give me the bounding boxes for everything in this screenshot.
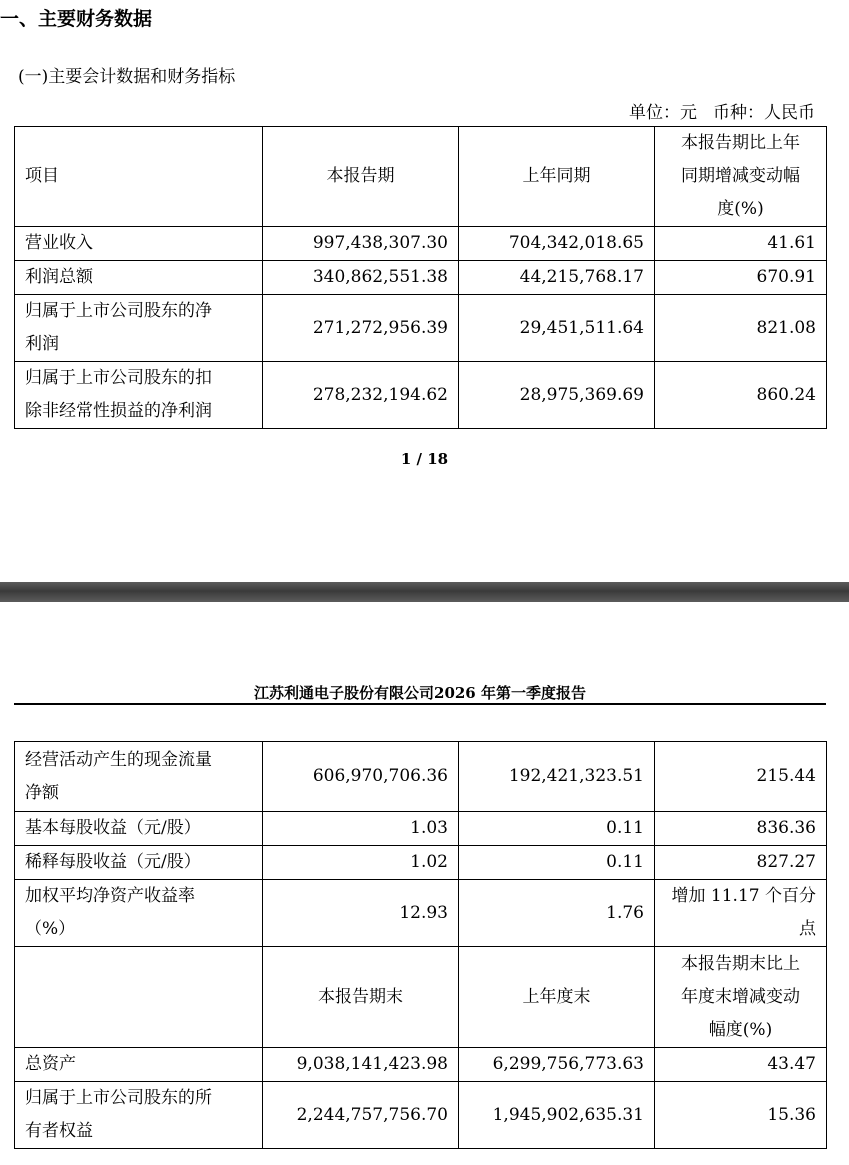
table-subheader-row [15, 947, 827, 1048]
row-change: 821.08 [655, 295, 827, 362]
unit-label: 单位：元 [629, 103, 697, 123]
table-row [15, 1082, 827, 1149]
report-header: 江苏利通电子股份有限公司2026 年第一季度报告 [254, 684, 586, 702]
row-change: 41.61 [655, 227, 827, 261]
financial-table-1 [14, 126, 827, 429]
row-item: 营业收入 [15, 227, 263, 261]
row-current: 997,438,307.30 [263, 227, 459, 261]
table-row [15, 227, 827, 261]
subheader-item [15, 947, 263, 1048]
row-prior: 28,975,369.69 [459, 362, 655, 429]
row-item: 归属于上市公司股东的扣 除非经常性损益的净利润 [15, 362, 263, 429]
header-prior: 上年同期 [459, 127, 655, 227]
row-item: 归属于上市公司股东的净 利润 [15, 295, 263, 362]
subheader-change: 本报告期末比上 年度末增减变动 幅度(%) [655, 947, 827, 1048]
row-prior: 6,299,756,773.63 [459, 1048, 655, 1082]
unit-line [629, 98, 815, 123]
row-item: 经营活动产生的现金流量 净额 [15, 742, 263, 812]
row-prior: 704,342,018.65 [459, 227, 655, 261]
header-rule [14, 703, 826, 705]
table-header-row [15, 127, 827, 227]
row-current: 9,038,141,423.98 [263, 1048, 459, 1082]
row-change: 670.91 [655, 261, 827, 295]
table-row [15, 880, 827, 947]
row-current: 1.02 [263, 846, 459, 880]
row-item: 总资产 [15, 1048, 263, 1082]
table-row [15, 742, 827, 812]
row-prior: 0.11 [459, 812, 655, 846]
row-prior: 29,451,511.64 [459, 295, 655, 362]
row-change: 15.36 [655, 1082, 827, 1149]
table-row [15, 295, 827, 362]
table-row [15, 261, 827, 295]
row-current: 278,232,194.62 [263, 362, 459, 429]
header-current: 本报告期 [263, 127, 459, 227]
row-change: 增加 11.17 个百分 点 [655, 880, 827, 947]
subheader-prior: 上年度末 [459, 947, 655, 1048]
financial-table-2 [14, 741, 827, 1149]
table-row [15, 812, 827, 846]
row-prior: 1.76 [459, 880, 655, 947]
row-prior: 192,421,323.51 [459, 742, 655, 812]
row-current: 606,970,706.36 [263, 742, 459, 812]
row-change: 827.27 [655, 846, 827, 880]
page-divider [0, 582, 849, 602]
row-current: 1.03 [263, 812, 459, 846]
row-prior: 44,215,768.17 [459, 261, 655, 295]
table-row [15, 846, 827, 880]
section-title: 一、主要财务数据 [0, 8, 153, 30]
row-item: 基本每股收益（元/股） [15, 812, 263, 846]
row-prior: 1,945,902,635.31 [459, 1082, 655, 1149]
row-current: 2,244,757,756.70 [263, 1082, 459, 1149]
row-current: 271,272,956.39 [263, 295, 459, 362]
row-change: 43.47 [655, 1048, 827, 1082]
row-item: 利润总额 [15, 261, 263, 295]
row-item: 加权平均净资产收益率 （%） [15, 880, 263, 947]
header-change: 本报告期比上年 同期增减变动幅 度(%) [655, 127, 827, 227]
row-prior: 0.11 [459, 846, 655, 880]
currency-label: 币种：人民币 [713, 103, 815, 123]
subheader-current: 本报告期末 [263, 947, 459, 1048]
header-item: 项目 [15, 127, 263, 227]
row-change: 860.24 [655, 362, 827, 429]
row-current: 12.93 [263, 880, 459, 947]
row-item: 稀释每股收益（元/股） [15, 846, 263, 880]
page-number: 1 / 18 [400, 450, 449, 468]
row-item: 归属于上市公司股东的所 有者权益 [15, 1082, 263, 1149]
row-current: 340,862,551.38 [263, 261, 459, 295]
row-change: 836.36 [655, 812, 827, 846]
row-change: 215.44 [655, 742, 827, 812]
table-row [15, 1048, 827, 1082]
subsection-title: (一)主要会计数据和财务指标 [18, 67, 236, 87]
table-row [15, 362, 827, 429]
